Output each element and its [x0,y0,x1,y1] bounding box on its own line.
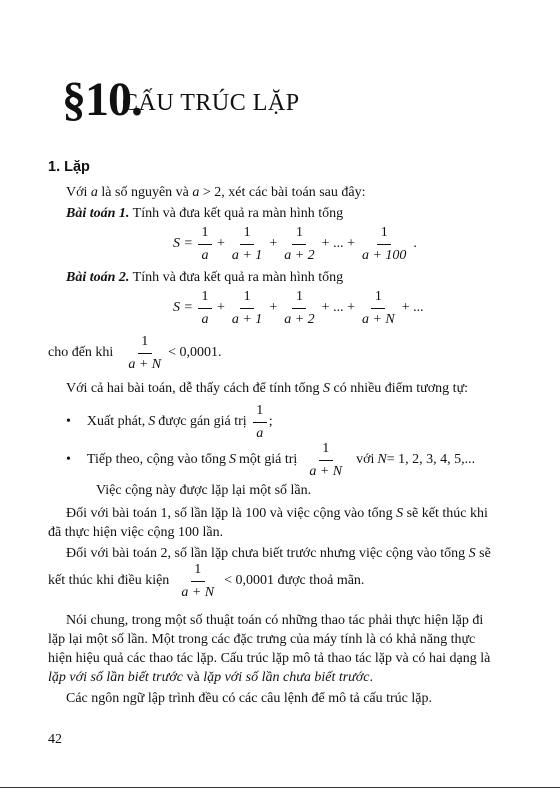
heading-lap: 1. Lặp [48,159,90,175]
para-1-line-1: Đối với bài toán 1, số lần lặp là 100 và việc cộng vào tổng S sẽ kết thúc khi [66,506,488,521]
footer-rule [0,787,560,788]
until-condition: cho đến khi $\frac{1}{a + N}$ < 0,0001. [48,334,222,372]
para-3-line-1: Nói chung, trong một số thuật toán có những thao tác phải thực hiện lặp đi [66,613,484,628]
fraction: $\frac{1}{a + N}$ [361,289,395,327]
formula-sum-100: S = $\frac{1}{a}$ + $\frac{1}{a + 1}$ + $\frac{1}{a + 2}$ + ... + $\frac{1}{a + 100}$ . [173,225,417,263]
fraction: $\frac{1}{a + 1}$ [231,225,263,263]
para-4: Các ngôn ngữ lập trình đều có các câu lệnh để mô tả cấu trúc lặp. [66,691,433,706]
problem-2-line: Bài toán 2. Tính và đưa kết quả ra màn hình tổng [66,270,344,285]
fraction: $\frac{1}{a}$ [198,288,212,328]
para-2-line-1: Đối với bài toán 2, số lần lặp chưa biết trước nhưng việc cộng vào tổng S sẽ [66,546,491,561]
fraction: $\frac{1}{a + 2}$ [284,225,315,263]
fraction: $\frac{1}{a + 100}$ [361,225,407,263]
bullet-item-start: • Xuất phát, S được gán giá trị $\frac{1}{a}$ ; [66,403,273,441]
para-2-line-2: kết thúc khi điều kiện $\frac{1}{a + N}$ < 0,0001 được thoả mãn. [48,562,365,600]
para-3-line-2: lặp lại một số lần. Một trong các đặc trưng của máy tính là có khả năng thực [48,632,476,647]
bullet-item-add: • Tiếp theo, cộng vào tổng S một giá trị $\frac{1}{a + N}$ với N = 1, 2, 3, 4, 5,... [66,441,476,479]
para-3-line-4: lặp với số lần biết trước và lặp với số lần chưa biết trước. [48,670,373,685]
repeat-line: Việc cộng này được lặp lại một số lần. [96,483,312,498]
fraction: $\frac{1}{a}$ [253,402,267,442]
fraction: $\frac{1}{a}$ [198,224,212,264]
fraction: $\frac{1}{a + N}$ [128,334,162,372]
section-title: CẤU TRÚC LẶP [122,90,300,116]
para-3-line-3: hiện hiệu quả các thao tác lặp. Cấu trúc lặp mô tả thao tác lặp và có hai dạng là [48,651,491,666]
fraction: $\frac{1}{a + 1}$ [231,289,263,327]
formula-sum-n: S = $\frac{1}{a}$ + $\frac{1}{a + 1}$ + $\frac{1}{a + 2}$ + ... + $\frac{1}{a + N}$ + ... [173,289,424,327]
fraction: $\frac{1}{a + N}$ [309,441,343,479]
intro-line: Với a là số nguyên và a > 2, xét các bài toán sau đây: [66,185,366,200]
fraction: $\frac{1}{a + 2}$ [284,289,315,327]
para-1-line-2: đã thực hiện việc cộng 100 lần. [48,525,224,540]
section-number: §10. [62,73,142,126]
problem-1-line: Bài toán 1. Tính và đưa kết quả ra màn hình tổng [66,206,344,221]
page-number: 42 [48,732,62,747]
fraction: $\frac{1}{a + N}$ [181,562,215,600]
common-line: Với cả hai bài toán, dễ thấy cách để tính tổng S có nhiều điểm tương tự: [66,381,469,396]
